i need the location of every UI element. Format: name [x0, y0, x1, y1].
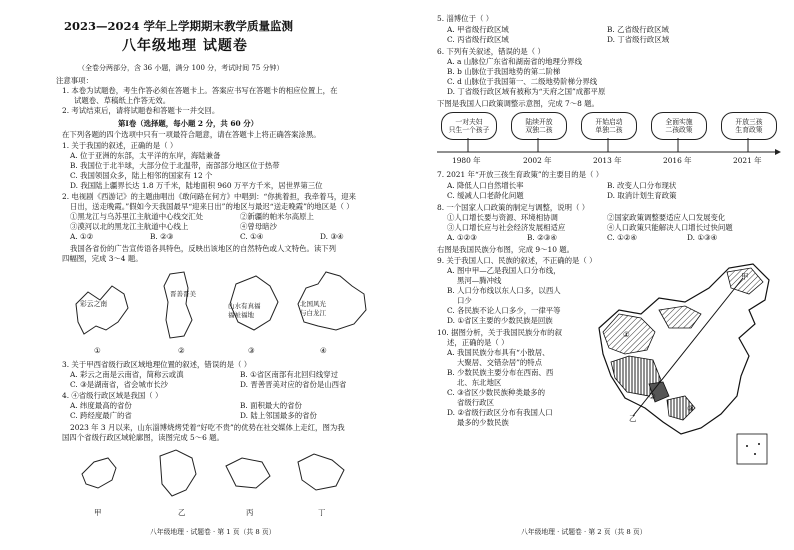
q7-option-a: A. 降低人口自然增长率: [447, 181, 524, 190]
notice-1b: 试题卷、草稿纸上作答无效。: [74, 96, 171, 105]
q2-choice-c: C. ①④: [240, 232, 264, 241]
exam-title: 2023—2024 学年上学期期末教学质量监测: [64, 19, 294, 33]
q3-option-d: D. 晋善晋美对应的省份是山西省: [240, 380, 347, 389]
q7-option-d: D. 取消计划生育政策: [607, 191, 677, 200]
q3-option-a: A. 彩云之南是云南省，简称云或滇: [70, 370, 184, 379]
q6-option-b: B. b 山脉位于我国地势的第二阶梯: [447, 67, 561, 76]
maps-intro: 我国各省份的广告宣传语各具特色，反映出该地区的自然特色或人文特色。读下列: [70, 244, 337, 253]
question-7: 7. 2021 年“开放三孩生育政策”的主要目的是（ ）: [437, 170, 604, 179]
question-10: 10. 据图分析，关于我国民族分布的叙: [437, 328, 562, 337]
map-letter-1: ①: [623, 330, 630, 339]
china-ethnic-map: [589, 258, 789, 468]
q6-option-d: D. 丁省级行政区域有被称为“天府之国”成都平原: [447, 87, 606, 96]
q5-option-c: C. 丙省级行政区域: [447, 35, 509, 44]
q10-option-b-2: 北、东北地区: [457, 378, 502, 387]
question-9: 9. 关于我国人口、民族的叙述，不正确的是（ ）: [437, 256, 597, 265]
map-letter-2: ②: [649, 392, 656, 401]
map-shanxi: [164, 272, 192, 338]
policy-box-5: 开放三孩 生育政策: [721, 112, 777, 140]
q9-option-c: C. 各民族不论人口多少，一律平等: [447, 306, 561, 315]
q3-option-c: C. ③是湖南省，省会城市长沙: [70, 380, 169, 389]
q2-choice-a: A. ①②: [70, 232, 94, 241]
q8-item-1: ①人口增长要与资源、环境相协调: [447, 213, 558, 222]
shape-label-yi: 乙: [178, 508, 186, 517]
q5-intro-2: 国四个省级行政区域轮廓图，读图完成 5～6 题。: [62, 433, 224, 442]
question-10-cont: 述，正确的是（ ）: [447, 338, 509, 347]
page-2-footer: 八年级地理 · 试题卷 · 第 2 页（共 8 页）: [521, 528, 647, 536]
q2-choice-b: B. ②③: [150, 232, 174, 241]
q4-option-b: B. 面积最大的省份: [240, 401, 302, 410]
map-letter-jia: 甲: [741, 272, 749, 281]
map-label-4: 北国风光 与白龙江: [300, 300, 326, 317]
exam-page-2: [397, 0, 794, 550]
map-yunnan: [76, 286, 128, 334]
q10-option-d-2: 最多的少数民族: [457, 418, 509, 427]
q9-option-a-2: 黑河—腾冲线: [457, 276, 502, 285]
q1-option-b: B. 我国位于北半球，大部分位于北温带，南部部分地区位于热带: [70, 161, 280, 170]
q9-option-b-2: 口少: [457, 296, 472, 305]
q3-option-b: B. ①省区南部有北回归线穿过: [240, 370, 339, 379]
notice-2: 2. 考试结束后，请将试题卷和答题卡一并交回。: [62, 106, 220, 115]
map-letter-3: ③: [248, 346, 255, 355]
province-shape-maps: [76, 444, 376, 504]
q10-option-d-1: D. ②省级行政区分布有我国人口: [447, 408, 553, 417]
policy-intro: 下图是我国人口政策调整示意图，完成 7～8 题。: [437, 99, 599, 108]
q9-option-d: D. ①省区主要的少数民族是回族: [447, 316, 553, 325]
q2-item-4: ④曾母暗沙: [240, 222, 277, 231]
policy-year-3: 2013 年: [593, 156, 622, 165]
question-2-line2: 日出，送走晚霞。”假如今天我国最早“迎来日出”的地区与最迟“送走晚霞”的地区是（ ）: [70, 202, 354, 211]
map-intro: 右图是我国民族分布图，完成 9～10 题。: [437, 245, 575, 254]
q8-choice-c: C. ①②④: [607, 233, 637, 242]
map-letter-3: ③: [687, 404, 694, 413]
map-label-1: 彩云之南: [80, 300, 108, 308]
maps-intro-2: 四幅图，完成 3～4 题。: [62, 254, 143, 263]
notice-heading: 注意事项：: [56, 76, 93, 85]
policy-year-5: 2021 年: [733, 156, 762, 165]
exam-meta: （全卷分两部分，含 36 小题，满分 100 分，考试时间 75 分钟）: [78, 64, 284, 72]
q2-item-1: ①黑龙江与乌苏里江主航道中心线交汇处: [70, 212, 204, 221]
q4-option-c: C. 跨经度最广的省: [70, 411, 132, 420]
policy-box-2: 陆续开放 双独二孩: [511, 112, 567, 140]
q2-item-3: ③漠河以北的黑龙江主航道中心线上: [70, 222, 189, 231]
page-1-footer: 八年级地理 · 试题卷 · 第 1 页（共 8 页）: [150, 528, 276, 536]
map-letter-1: ①: [94, 346, 101, 355]
part1-title: 第Ⅰ卷（选择题，每小题 2 分，共 60 分）: [118, 119, 259, 128]
map-letter-2: ②: [178, 346, 185, 355]
q6-option-c: C. d 山脉位于我国第一、二级地势阶梯分界线: [447, 77, 598, 86]
shape-yi: [160, 450, 196, 496]
question-3: 3. 关于甲西省级行政区域地理位置的叙述，错误的是（ ）: [62, 360, 252, 369]
q2-choice-d: D. ③④: [320, 232, 344, 241]
shape-label-ding: 丁: [318, 508, 326, 517]
q7-option-b: B. 改变人口分布现状: [607, 181, 677, 190]
q5-intro: 2023 年 3 月以来，山东淄博烧烤凭着“好吃不贵”的优势在社交媒体上走红，图为我: [70, 423, 345, 432]
q5-option-d: D. 丁省级行政区域: [607, 35, 670, 44]
q8-choice-d: D. ①③④: [687, 233, 718, 242]
map-letter-yi: 乙: [629, 414, 637, 423]
question-2-line1: 2. 电视剧《西游记》的主题曲唱出《敢问路在何方》中唱到：“你挑着担，我牵着马，迎来: [62, 192, 357, 201]
q10-option-a-1: A. 我国民族分布具有“小散居、: [447, 348, 550, 357]
q10-option-b-1: B. 少数民族主要分布在西南、西: [447, 368, 554, 377]
q10-option-a-2: 大聚居、交错杂居”的特点: [457, 358, 543, 367]
q10-option-c-1: C. ③省区少数民族种类最多的: [447, 388, 546, 397]
q4-option-d: D. 陆上邻国最多的省份: [240, 411, 317, 420]
policy-box-4: 全面实施 二孩政策: [651, 112, 707, 140]
q7-option-c: C. 缓减人口老龄化问题: [447, 191, 524, 200]
shape-label-bing: 丙: [246, 508, 254, 517]
policy-year-4: 2016 年: [663, 156, 692, 165]
q1-option-d: D. 我国陆上疆界长达 1.8 万千米，陆地面积 960 万平方千米，居世界第三位: [70, 181, 323, 190]
q8-item-3: ③人口增长应与社会经济发展相适应: [447, 223, 566, 232]
q5-option-b: B. 乙省级行政区域: [607, 25, 669, 34]
q8-choice-a: A. ①②③: [447, 233, 477, 242]
policy-box-3: 开始启动 单独二孩: [581, 112, 637, 140]
map-letter-4: ④: [320, 346, 327, 355]
q8-choice-b: B. ②③④: [527, 233, 558, 242]
policy-year-1: 1980 年: [452, 156, 481, 165]
q5-option-a: A. 甲省级行政区域: [447, 25, 509, 34]
question-1: 1. 关于我国的叙述，正确的是（ ）: [62, 141, 178, 150]
q10-option-c-2: 省级行政区: [457, 398, 494, 407]
q8-item-2: ②国家政策调整要适应人口发展变化: [607, 213, 726, 222]
q9-option-b-1: B. 人口分布线以东人口多，以西人: [447, 286, 561, 295]
q6-option-a: A. a 山脉位广东省和湖南省的地理分界线: [447, 57, 583, 66]
map-label-2: 晋善晋美: [170, 290, 196, 298]
exam-subtitle: 八年级地理 试题卷: [122, 38, 248, 54]
part1-instruction: 在下列各题的四个选项中只有一项最符合题意，请在答题卡上将正确答案涂黑。: [62, 130, 321, 139]
shape-ding: [298, 454, 344, 490]
question-8: 8. 一个国家人口政策的制定与调整，说明（ ）: [437, 203, 590, 212]
q8-item-4: ④人口政策只能解决人口增长过快问题: [607, 223, 733, 232]
map-label-3: 山水有真福 福祉福地: [228, 302, 261, 319]
question-4: 4. ④省级行政区域是我国（ ）: [62, 391, 163, 400]
q1-option-c: C. 我国领国众多，陆上相邻的国家有 12 个: [70, 171, 213, 180]
shape-jia: [82, 458, 116, 488]
question-5: 5. 淄博位于（ ）: [437, 14, 494, 23]
province-outline-maps: [66, 264, 376, 356]
south-china-sea-inset: [737, 434, 767, 464]
shape-label-jia: 甲: [94, 508, 102, 517]
q4-option-a: A. 纬度最高的省份: [70, 401, 132, 410]
shape-bing: [226, 458, 270, 488]
policy-year-2: 2002 年: [523, 156, 552, 165]
q1-option-a: A. 位于亚洲的东部，太平洋的东岸，海陆兼备: [70, 151, 221, 160]
q2-item-2: ②新疆的帕米尔高原上: [240, 212, 314, 221]
policy-box-1: 一对夫妇 只生一个孩子: [441, 112, 497, 140]
question-6: 6. 下列有关叙述，错误的是（ ）: [437, 47, 545, 56]
notice-1a: 1. 本卷为试题卷，考生作答必须在答题卡上。答案应书写在答题卡的相应位置上，在: [62, 86, 338, 95]
q9-option-a-1: A. 图中甲—乙是我国人口分布线，: [447, 266, 561, 275]
